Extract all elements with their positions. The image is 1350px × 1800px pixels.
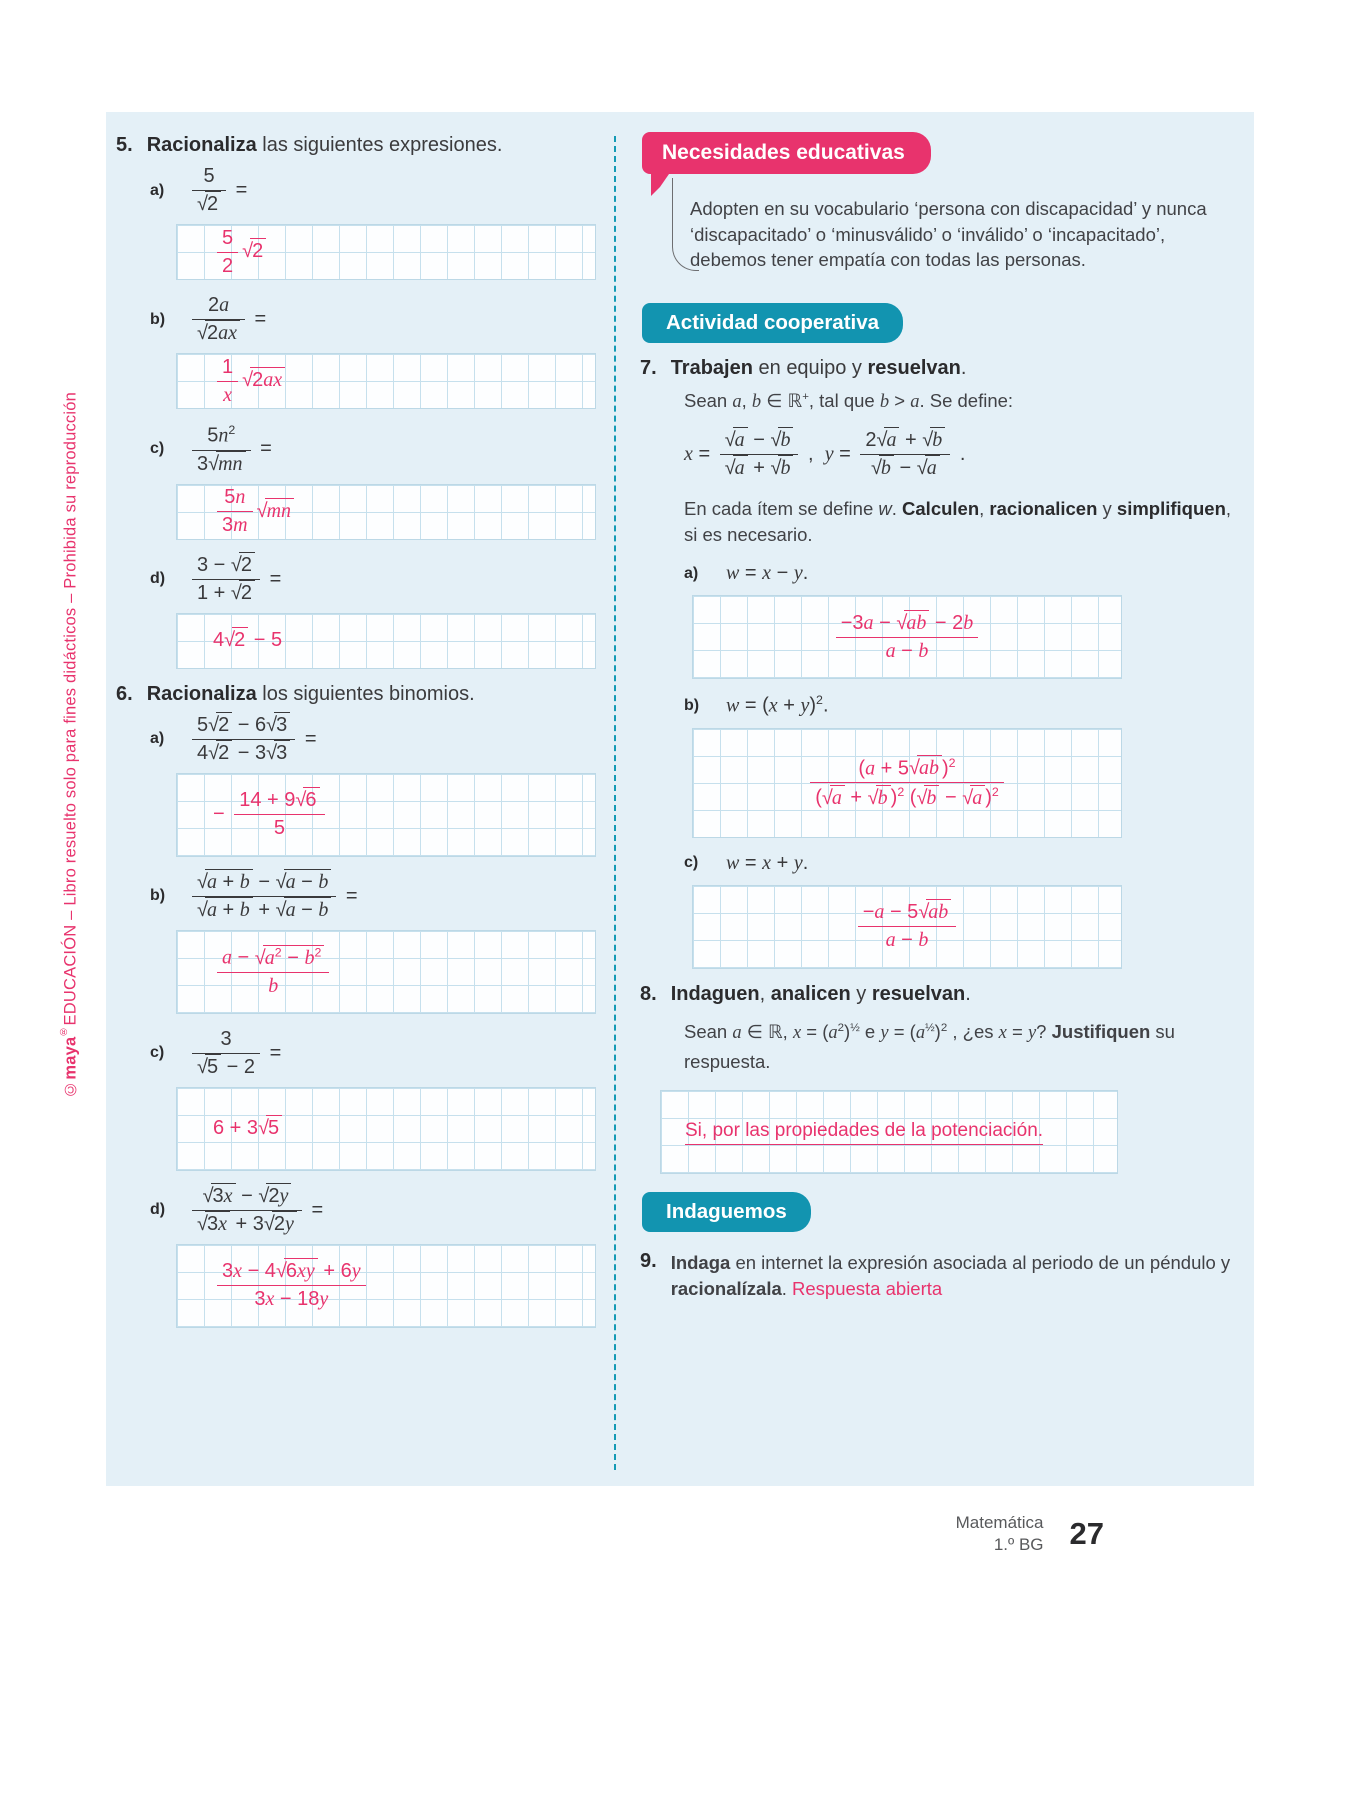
exercise-8-header	[640, 983, 1242, 1006]
exercise-item-5c	[116, 423, 608, 540]
answer-grid	[692, 728, 1122, 838]
exercise-7-header	[640, 357, 1242, 380]
math-expression: $\frac{2a}{√2ax}$ =	[188, 294, 266, 345]
item-label: d)	[150, 1201, 166, 1219]
exercise-number: 8.	[640, 982, 657, 1005]
math-expression: $\frac{√3x - √2y}{√3x + 3√2y}$ =	[188, 1185, 323, 1236]
indaguemos-badge: Indaguemos	[642, 1192, 811, 1232]
educational-needs-badge: Necesidades educativas	[642, 132, 931, 174]
item-label: b)	[150, 887, 166, 905]
exercise-7-setup: Sean a, b ∈ ℝ+, tal que b > a. Se define:	[684, 389, 1014, 412]
math-expression: $\frac{5}{√2}$ =	[188, 165, 247, 216]
exercise-number: 5.	[116, 134, 133, 156]
exercise-item-6c	[116, 1028, 608, 1171]
answer-text: $\frac{5n}{3m}$ √mn	[213, 486, 294, 537]
math-expression: w = x − y.	[726, 562, 809, 585]
content-area	[106, 112, 1254, 1486]
answer-text: $\frac{-a - 5√ab}{a - b}$	[854, 901, 961, 952]
answer-grid	[176, 773, 596, 857]
answer-text: 6 + 3√5	[213, 1117, 282, 1140]
exercise-number: 9.	[640, 1250, 657, 1273]
cooperative-activity-badge: Actividad cooperativa	[642, 303, 903, 343]
answer-grid	[692, 885, 1122, 969]
item-label: a)	[684, 564, 699, 582]
exercise-5-header	[116, 134, 608, 157]
item-label: b)	[150, 310, 166, 328]
exercise-title: Racionaliza los siguientes binomios.	[146, 682, 475, 705]
column-divider	[614, 136, 616, 1470]
math-expression: $w = (x + y)^2$.	[726, 693, 829, 717]
course-label	[956, 1512, 1044, 1556]
exercise-title: Indaguen, analicen y resuelvan.	[670, 982, 971, 1005]
answer-text: 4√2 − 5	[213, 629, 283, 652]
item-label: c)	[150, 1044, 165, 1062]
exercise-7-definition: x = $\frac{√a - √b}{√a + √b}$ , y = $\frac{2√a + √b}{√b - √a}$ .	[684, 429, 966, 480]
exercise-title: Trabajen en equipo y resuelvan.	[670, 356, 967, 379]
answer-grid	[176, 1244, 596, 1328]
item-label: c)	[150, 440, 165, 458]
right-column	[626, 132, 1242, 1486]
item-label: c)	[684, 854, 699, 872]
exercise-6-header	[116, 683, 608, 706]
educational-needs-note	[672, 196, 1246, 273]
answer-text: − $\frac{14 + 9√6}{5}$	[213, 789, 329, 840]
answer-grid	[176, 224, 596, 280]
math-expression: w = x + y.	[726, 851, 809, 874]
exercise-item-7a	[640, 562, 1242, 679]
answer-grid	[176, 353, 596, 409]
page-footer	[956, 1512, 1104, 1556]
exercise-number: 7.	[640, 356, 657, 379]
exercise-item-6d	[116, 1185, 608, 1328]
exercise-item-7c	[640, 852, 1242, 969]
exercise-item-7b	[640, 693, 1242, 838]
answer-text: $\frac{3x - 4√6xy + 6y}{3x - 18y}$	[213, 1260, 370, 1311]
answer-text: $\frac{(a + 5√ab )^2}{(√a + √b )^2 (√b - √a )^2}$	[806, 756, 1008, 810]
item-label: a)	[150, 730, 165, 748]
page-number: 27	[1069, 1516, 1104, 1552]
math-expression: $\frac{5√2 - 6√3}{4√2 - 3√3}$ =	[188, 714, 317, 765]
answer-text: $\frac{5}{2}$ √2	[213, 227, 266, 278]
educational-needs-text: Adopten en su vocabulario ‘persona con discapacidad’ y nunca ‘discapacitado’ o ‘minusválido’ o ‘inválido’ o ‘incapacitado’, debemos tener empatía con todas las personas.	[690, 198, 1207, 271]
item-label: b)	[684, 696, 700, 714]
math-expression: $\frac{√a + b - √a - b}{√a + b + √a - b}$ =	[188, 871, 358, 922]
answer-text: $\frac{-3a - √ab - 2b}{a - b}$	[832, 612, 983, 663]
exercise-item-6b	[116, 871, 608, 1014]
course-name: Matemática	[955, 1513, 1044, 1532]
exercise-8-body: Sean a ∈ ℝ, $x = (a^2)^{\frac{1}{2}}$ e $y = (a^{\frac{1}{2}})^2$ , ¿es x = y? Justifiquen su respuesta.	[684, 1020, 1175, 1072]
answer-text: $\frac{1}{x}$ √2ax	[213, 356, 285, 407]
left-column	[116, 132, 608, 1486]
answer-grid	[660, 1090, 1118, 1174]
answer-grid	[692, 595, 1122, 679]
exercise-item-5d	[116, 554, 608, 669]
exercise-title: Racionaliza las siguientes expresiones.	[146, 134, 503, 156]
exercise-item-5a	[116, 165, 608, 280]
exercise-item-5b	[116, 294, 608, 409]
answer-text: Si, por las propiedades de la potenciación.	[685, 1120, 1043, 1145]
math-expression: $\frac{5n^2}{3√mn}$ =	[188, 423, 272, 476]
math-expression: $\frac{3}{√5 - 2}$ =	[188, 1028, 281, 1079]
exercise-9-body: Indaga en internet la expresión asociada al periodo de un péndulo y racionalízala. Respuesta abierta	[670, 1252, 1231, 1300]
answer-grid	[176, 930, 596, 1014]
item-label: a)	[150, 181, 165, 199]
exercise-7-instruction: En cada ítem se define w. Calculen, racionalicen y simplifiquen, si es necesario.	[684, 498, 1232, 546]
exercise-9	[640, 1250, 1242, 1303]
exercise-number: 6.	[116, 682, 133, 705]
answer-grid	[176, 613, 596, 669]
math-expression: $\frac{3 - √2}{1 + √2}$ =	[188, 554, 281, 605]
exercise-item-6a	[116, 714, 608, 857]
item-label: d)	[150, 570, 166, 588]
copyright-sidebar: ©maya®EDUCACIÓN – Libro resuelto solo para fines didácticos – Prohibida su reproducción	[58, 392, 80, 1098]
answer-text: $\frac{a - √a^2 - b^2}{b}$	[213, 945, 333, 998]
answer-grid	[176, 1087, 596, 1171]
course-grade: 1.º BG	[993, 1535, 1044, 1555]
answer-grid	[176, 484, 596, 540]
